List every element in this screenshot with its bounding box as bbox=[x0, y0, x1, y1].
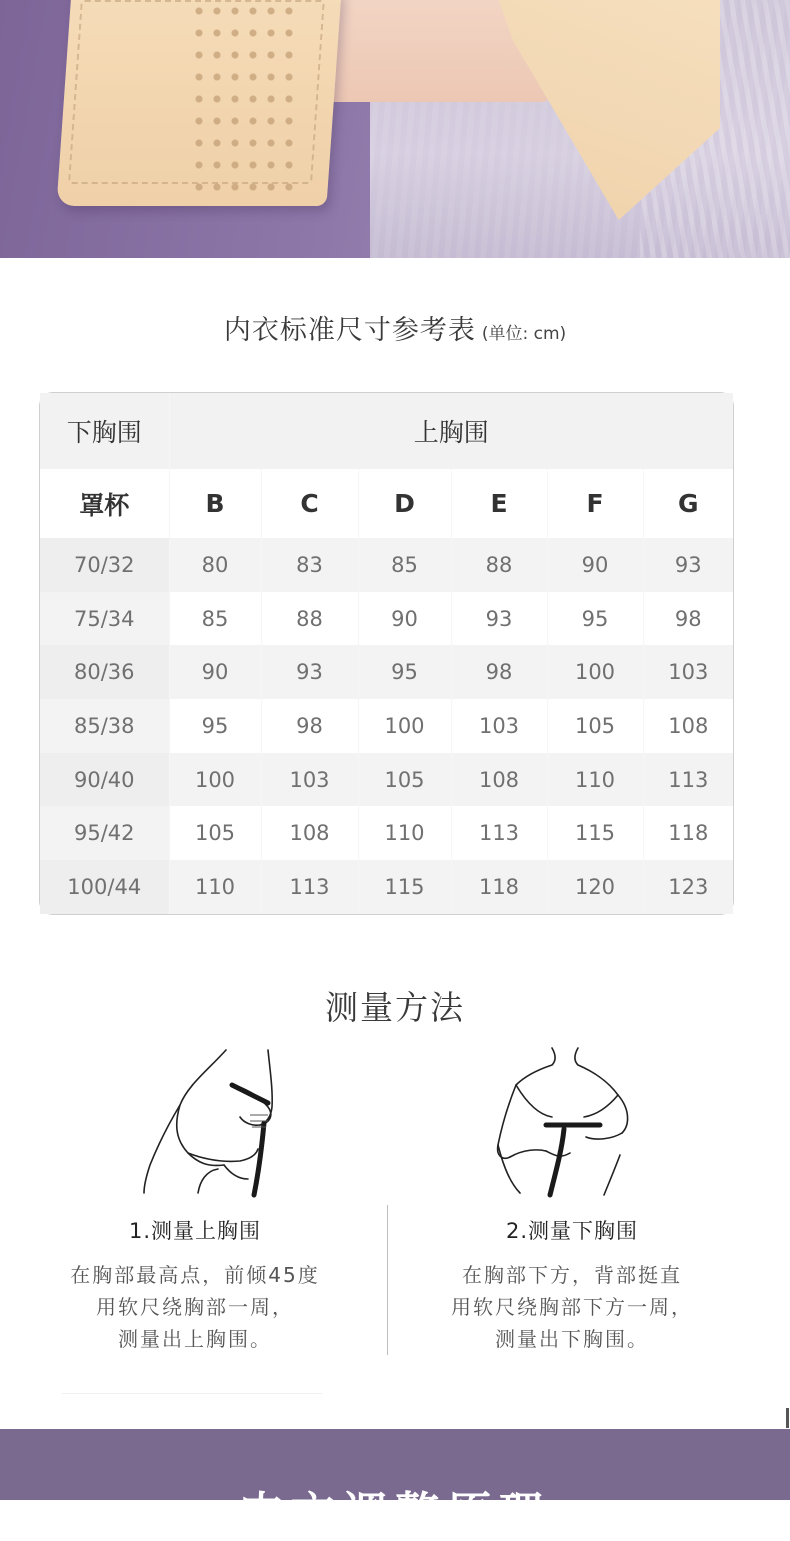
value-cell: 113 bbox=[451, 806, 547, 860]
value-cell: 123 bbox=[643, 860, 733, 914]
value-cell: 108 bbox=[451, 753, 547, 807]
size-cell: 70/32 bbox=[40, 538, 169, 592]
value-cell: 103 bbox=[451, 699, 547, 753]
value-cell: 113 bbox=[643, 753, 733, 807]
banner-title: 内衣调整原理 bbox=[239, 1488, 551, 1539]
value-cell: 95 bbox=[547, 592, 643, 646]
value-cell: 110 bbox=[169, 860, 261, 914]
value-cell: 115 bbox=[358, 860, 451, 914]
value-cell: 90 bbox=[547, 538, 643, 592]
table-row bbox=[40, 645, 733, 699]
table-cup-row bbox=[40, 469, 733, 538]
value-cell: 93 bbox=[451, 592, 547, 646]
step-text: 测量出上胸围。 bbox=[118, 1327, 272, 1351]
edge-mark bbox=[786, 1408, 789, 1428]
value-cell: 118 bbox=[643, 806, 733, 860]
header-cup: 罩杯 bbox=[40, 469, 169, 538]
step-heading: 1.测量上胸围 bbox=[128, 1219, 262, 1243]
step-heading: 2.测量下胸围 bbox=[505, 1219, 639, 1243]
value-cell: 90 bbox=[169, 645, 261, 699]
value-cell: 103 bbox=[643, 645, 733, 699]
value-cell: 93 bbox=[261, 645, 358, 699]
value-cell: 83 bbox=[261, 538, 358, 592]
table-row bbox=[40, 860, 733, 914]
faint-divider bbox=[62, 1393, 322, 1394]
measure-title: 测量方法 bbox=[325, 988, 465, 1027]
value-cell: 80 bbox=[169, 538, 261, 592]
value-cell: 110 bbox=[358, 806, 451, 860]
cup-label: B bbox=[169, 469, 261, 538]
value-cell: 98 bbox=[643, 592, 733, 646]
size-chart-title-text: 内衣标准尺寸参考表 bbox=[223, 315, 476, 346]
size-cell: 95/42 bbox=[40, 806, 169, 860]
step-text: 在胸部下方，背部挺直 bbox=[462, 1263, 682, 1287]
value-cell: 118 bbox=[451, 860, 547, 914]
value-cell: 95 bbox=[358, 645, 451, 699]
size-chart-table bbox=[39, 392, 734, 915]
value-cell: 93 bbox=[643, 538, 733, 592]
step-text: 用软尺绕胸部一周， bbox=[96, 1295, 294, 1319]
section-banner bbox=[0, 1429, 790, 1539]
table-row bbox=[40, 592, 733, 646]
value-cell: 90 bbox=[358, 592, 451, 646]
cup-label: E bbox=[451, 469, 547, 538]
value-cell: 105 bbox=[169, 806, 261, 860]
header-bust: 上胸围 bbox=[169, 393, 733, 469]
cup-label: C bbox=[261, 469, 358, 538]
cup-label: F bbox=[547, 469, 643, 538]
measure-step-upper bbox=[5, 1215, 385, 1355]
value-cell: 100 bbox=[169, 753, 261, 807]
size-cell: 80/36 bbox=[40, 645, 169, 699]
size-chart-unit: (单位: cm) bbox=[481, 324, 567, 344]
value-cell: 108 bbox=[261, 806, 358, 860]
value-cell: 105 bbox=[547, 699, 643, 753]
value-cell: 120 bbox=[547, 860, 643, 914]
value-cell: 108 bbox=[643, 699, 733, 753]
value-cell: 98 bbox=[261, 699, 358, 753]
size-cell: 90/40 bbox=[40, 753, 169, 807]
size-cell: 85/38 bbox=[40, 699, 169, 753]
step-text: 测量出下胸围。 bbox=[495, 1327, 649, 1351]
value-cell: 100 bbox=[547, 645, 643, 699]
size-cell: 75/34 bbox=[40, 592, 169, 646]
step-text: 用软尺绕胸部下方一周， bbox=[451, 1295, 693, 1319]
table-row bbox=[40, 538, 733, 592]
size-chart-title bbox=[0, 308, 790, 347]
value-cell: 88 bbox=[261, 592, 358, 646]
value-cell: 95 bbox=[169, 699, 261, 753]
value-cell: 88 bbox=[451, 538, 547, 592]
table-header-row bbox=[40, 393, 733, 469]
cup-label: G bbox=[643, 469, 733, 538]
cup-label: D bbox=[358, 469, 451, 538]
header-underbust: 下胸围 bbox=[40, 393, 169, 469]
table-row bbox=[40, 806, 733, 860]
measure-step-under bbox=[382, 1215, 762, 1355]
hook-eye-closure bbox=[190, 0, 300, 200]
value-cell: 98 bbox=[451, 645, 547, 699]
size-cell: 100/44 bbox=[40, 860, 169, 914]
value-cell: 85 bbox=[169, 592, 261, 646]
value-cell: 113 bbox=[261, 860, 358, 914]
value-cell: 105 bbox=[358, 753, 451, 807]
table-row bbox=[40, 753, 733, 807]
value-cell: 85 bbox=[358, 538, 451, 592]
step-text: 在胸部最高点，前倾45度 bbox=[70, 1263, 320, 1287]
value-cell: 100 bbox=[358, 699, 451, 753]
under-bust-illustration bbox=[480, 1045, 650, 1195]
value-cell: 110 bbox=[547, 753, 643, 807]
value-cell: 115 bbox=[547, 806, 643, 860]
upper-bust-illustration bbox=[128, 1045, 298, 1195]
value-cell: 103 bbox=[261, 753, 358, 807]
table-row bbox=[40, 699, 733, 753]
product-photo bbox=[0, 0, 790, 258]
